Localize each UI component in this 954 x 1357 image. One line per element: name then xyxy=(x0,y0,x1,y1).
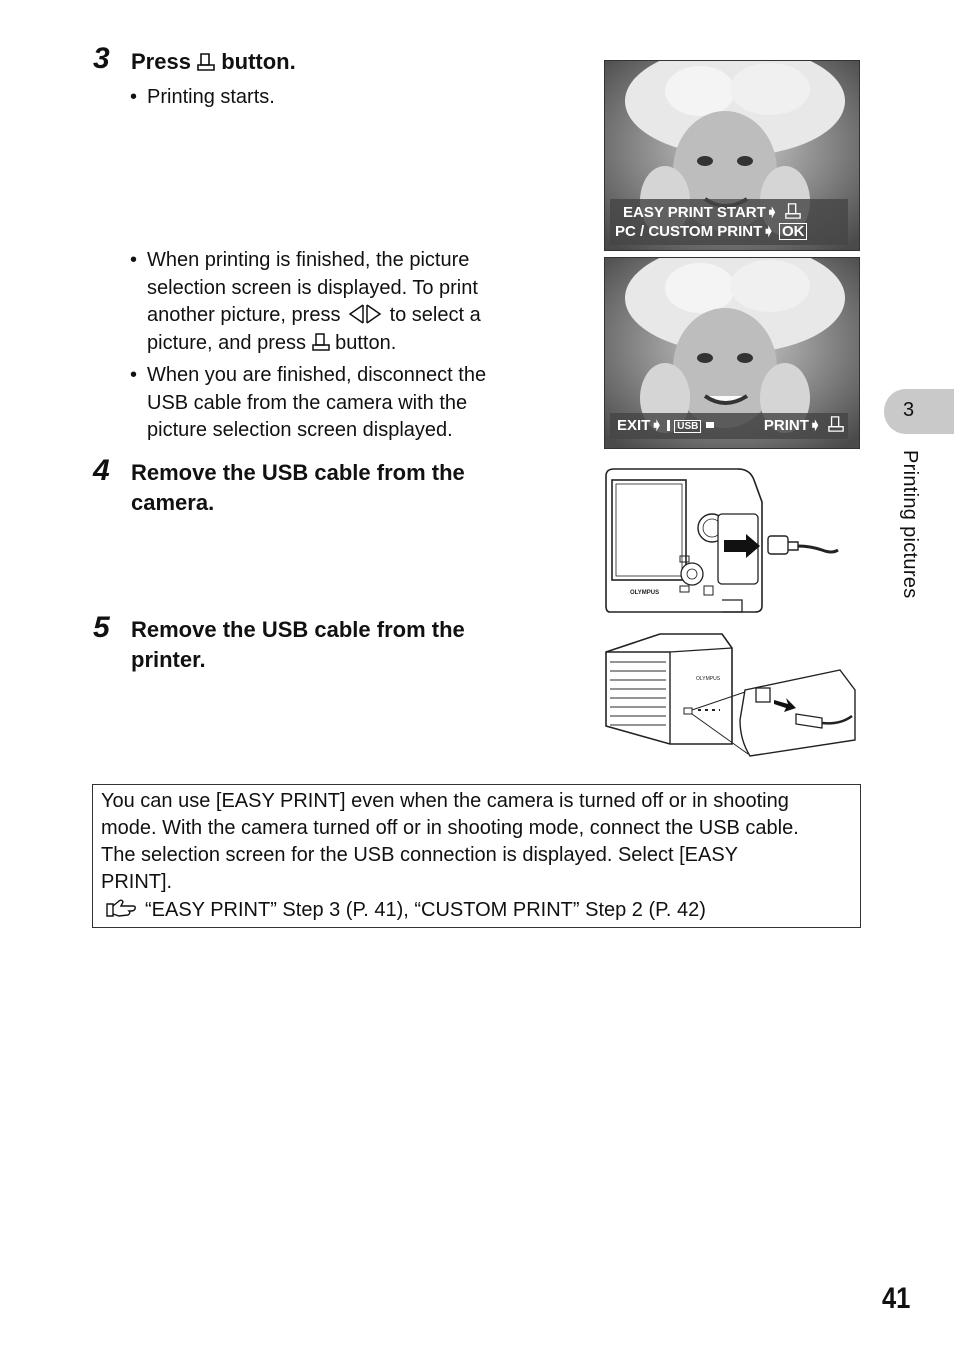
step-title xyxy=(131,47,296,77)
step-title-post: button. xyxy=(221,49,296,74)
print-button-icon xyxy=(783,203,803,219)
bullet-item: • When printing is finished, the picture selection screen is displayed. To print another picture, press to select a picture, and press button. xyxy=(130,249,481,354)
note-box xyxy=(92,784,861,928)
lcd-print-label: PRINT xyxy=(763,417,809,434)
page-number: 41 xyxy=(882,1282,911,1315)
note-reference: “EASY PRINT” Step 3 (P. 41), “CUSTOM PRINT” Step 2 (P. 42) xyxy=(101,897,706,925)
camera-usb-illustration xyxy=(600,466,845,616)
printer-usb-illustration xyxy=(600,630,860,760)
note-line: mode. With the camera turned off or in shooting mode, connect the USB cable. xyxy=(101,817,799,839)
chapter-number: 3 xyxy=(903,399,915,421)
usb-icon: USB xyxy=(674,420,701,433)
left-right-arrows-icon xyxy=(346,304,384,324)
lcd-menu-custom-print: PC / CUSTOM PRINT xyxy=(615,223,763,240)
note-line: The selection screen for the USB connection is displayed. Select [EASY xyxy=(101,844,739,866)
lcd-menu-overlay: EASY PRINT START➧ PC / CUSTOM PRINT➧ OK xyxy=(610,199,848,245)
lcd-exit-label: EXIT xyxy=(617,417,651,434)
chapter-tab xyxy=(884,389,954,434)
bullet-item: • Printing starts. xyxy=(130,86,275,108)
chapter-label: Printing pictures xyxy=(899,450,921,599)
step-title: Remove the USB cable from the camera. xyxy=(131,460,465,515)
step-number: 3 xyxy=(93,42,110,75)
note-line: PRINT]. xyxy=(101,871,173,893)
print-button-icon xyxy=(197,53,215,71)
lcd-menu-easy-print: EASY PRINT START xyxy=(623,204,766,221)
camera-brand-label: OLYMPUS xyxy=(630,590,660,596)
print-button-icon xyxy=(312,333,330,351)
step-title-pre: Press xyxy=(131,49,191,74)
printer-brand-label: OLYMPUS xyxy=(696,676,721,682)
note-line: You can use [EASY PRINT] even when the camera is turned off or in shooting xyxy=(101,790,789,812)
ok-button-icon: OK xyxy=(779,223,808,240)
lcd-screen-easy-print xyxy=(604,60,860,251)
print-button-icon xyxy=(826,416,846,432)
pointing-hand-icon xyxy=(105,898,137,920)
bullet-item: • When you are finished, disconnect the USB cable from the camera with the picture selection screen displayed. xyxy=(130,364,487,441)
lcd-screen-picture-selection xyxy=(604,257,860,449)
step-title: Remove the USB cable from the printer. xyxy=(131,617,465,672)
step-number: 4 xyxy=(93,454,110,487)
step-number: 5 xyxy=(93,611,110,644)
lcd-menu-overlay: EXIT➧ USB PRINT➧ xyxy=(610,413,848,439)
